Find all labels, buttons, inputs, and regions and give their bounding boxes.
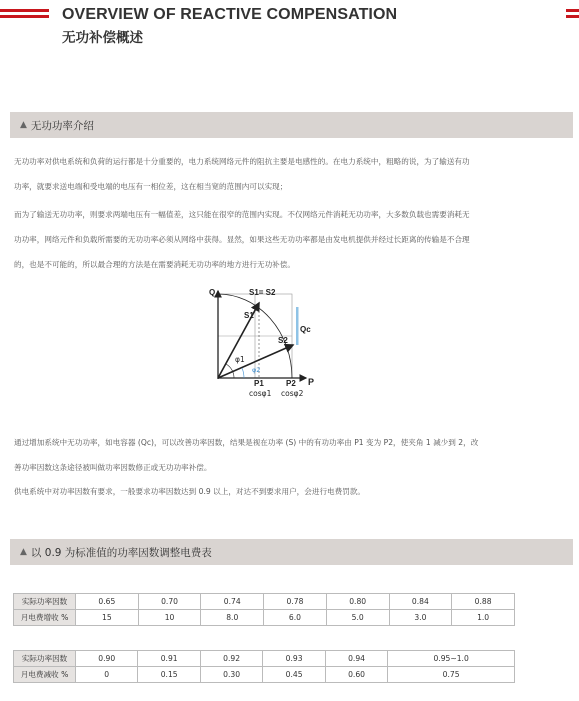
header-accent-bar-left — [0, 9, 49, 12]
paragraph-line: 而为了输送无功功率，则要求两端电压有一幅值差，这只能在很窄的范围内实现。不仅网络元件消耗无功功率，大多数负载也需要消耗无 — [14, 210, 470, 219]
table-cell: 0.75 — [388, 667, 515, 683]
table-cell: 6.0 — [264, 610, 327, 626]
table-cell: 0.91 — [138, 651, 200, 667]
table-row-label: 月电费增收 % — [14, 610, 76, 626]
table-row — [14, 651, 515, 667]
table-row-label: 实际功率因数 — [14, 594, 76, 610]
pf-surcharge-table — [13, 593, 515, 626]
table-row — [14, 667, 515, 683]
table-cell: 0 — [76, 667, 138, 683]
table-cell: 15 — [76, 610, 139, 626]
table-cell: 0.88 — [452, 594, 515, 610]
s1-eq-s2-label: S1= S2 — [249, 288, 276, 297]
paragraph-1 — [14, 149, 566, 199]
table-cell: 0.90 — [76, 651, 138, 667]
table-cell: 0.95~1.0 — [388, 651, 515, 667]
q-axis-label: Q — [209, 288, 216, 297]
table-cell: 0.93 — [263, 651, 325, 667]
header-accent-bar-right — [566, 9, 579, 12]
triangle-icon: ▲ — [20, 547, 27, 557]
table-cell: 0.94 — [325, 651, 387, 667]
table-cell: 8.0 — [201, 610, 264, 626]
p2-label: P2 — [286, 379, 296, 388]
p-axis-label: P — [308, 377, 315, 387]
paragraph-4 — [14, 479, 566, 504]
table-cell: 5.0 — [326, 610, 389, 626]
s2-label: S2 — [278, 336, 288, 345]
table-row — [14, 610, 515, 626]
power-vector-diagram — [200, 283, 330, 401]
pf-discount-table — [13, 650, 515, 683]
table-cell: 0.60 — [325, 667, 387, 683]
paragraph-3 — [14, 430, 566, 480]
table-row-label: 实际功率因数 — [14, 651, 76, 667]
section-header-reactive-power — [10, 112, 573, 138]
section-title: 以 0.9 为标准值的功率因数调整电费表 — [30, 546, 212, 559]
header-accent-bar-left-2 — [0, 15, 49, 18]
phi2-label: φ2 — [252, 366, 261, 374]
table-cell: 0.70 — [138, 594, 201, 610]
section-title: 无功功率介绍 — [30, 119, 94, 132]
phi1-arc — [226, 364, 234, 378]
paragraph-line: 通过增加系统中无功功率，如电容器 (Qc)，可以改善功率因数，结果是视在功率 (S) 中的有功功率由 P1 变为 P2，使夹角 1 减少到 2，改 — [14, 438, 479, 447]
section-header-pf-table — [10, 539, 573, 565]
table-row — [14, 594, 515, 610]
cos-phi2-label: cosφ2 — [281, 389, 304, 398]
qc-bar — [296, 307, 299, 345]
table-cell: 0.30 — [200, 667, 262, 683]
table-cell: 0.92 — [200, 651, 262, 667]
table-cell: 0.15 — [138, 667, 200, 683]
paragraph-2 — [14, 202, 566, 277]
paragraph-line: 无功功率对供电系统和负荷的运行都是十分重要的，电力系统网络元件的阻抗主要是电感性的。在电力系统中，粗略的说，为了输送有功 — [14, 157, 470, 166]
triangle-icon: ▲ — [20, 120, 27, 130]
table-cell: 0.65 — [76, 594, 139, 610]
p1-label: P1 — [254, 379, 264, 388]
table-cell: 10 — [138, 610, 201, 626]
table-cell: 0.74 — [201, 594, 264, 610]
paragraph-line: 善功率因数这条途径被叫做功率因数修正或无功功率补偿。 — [14, 463, 212, 472]
table-row-label: 月电费减收 % — [14, 667, 76, 683]
paragraph-line: 功功率，网络元件和负载所需要的无功功率必须从网络中获得。显然，如果这些无功功率都是由发电机提供并经过长距离的传输是不合理 — [14, 235, 470, 244]
paragraph-line: 功率，就要求送电端和受电端的电压有一相位差，这在相当宽的范围内可以实现； — [14, 182, 288, 191]
table-cell: 3.0 — [389, 610, 452, 626]
page-title-cn: 无功补偿概述 — [62, 30, 143, 46]
cos-phi1-label: cosφ1 — [249, 389, 272, 398]
table-cell: 0.45 — [263, 667, 325, 683]
paragraph-line: 的，也是不可能的，所以最合理的方法是在需要消耗无功功率的地方进行无功补偿。 — [14, 260, 295, 269]
s1-label: S1 — [244, 311, 254, 320]
phi2-arc — [242, 368, 244, 378]
table-cell: 0.84 — [389, 594, 452, 610]
page-title-en: OVERVIEW OF REACTIVE COMPENSATION — [62, 6, 398, 23]
qc-label: Qc — [300, 325, 311, 334]
paragraph-line: 供电系统中对功率因数有要求，一般要求功率因数达到 0.9 以上，对达不到要求用户，会进行电费罚款。 — [14, 487, 366, 496]
table-cell: 0.78 — [264, 594, 327, 610]
phi1-label: φ1 — [235, 355, 245, 364]
table-cell: 1.0 — [452, 610, 515, 626]
header-accent-bar-right-2 — [566, 15, 579, 18]
table-cell: 0.80 — [326, 594, 389, 610]
